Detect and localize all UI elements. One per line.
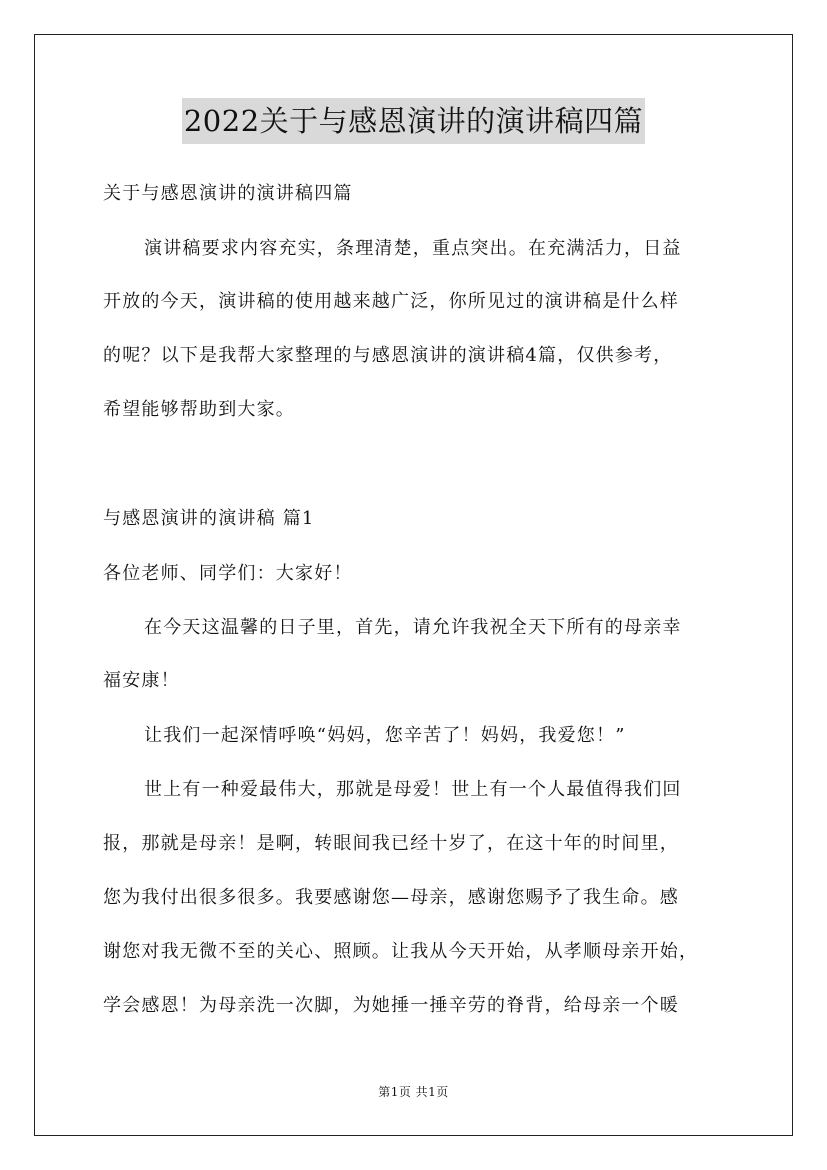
page-footer: 第1页 共1页 (378, 1085, 449, 1099)
intro-line: 演讲稿要求内容充实，条理清楚，重点突出。在充满活力，日益 (144, 238, 682, 259)
intro-line: 的呢？以下是我帮大家整理的与感恩演讲的演讲稿4篇，仅供参考， (103, 345, 673, 366)
body-line: 在今天这温馨的日子里，首先，请允许我祝全天下所有的母亲幸 (144, 617, 682, 638)
body-line: 世上有一种爱最伟大，那就是母爱！世上有一个人最值得我们回 (144, 779, 682, 800)
document-title: 2022关于与感恩演讲的演讲稿四篇 (182, 98, 645, 144)
title-wrap (0, 98, 827, 144)
body-line: 报，那就是母亲！是啊，转眼间我已经十岁了，在这十年的时间里， (103, 833, 679, 854)
intro-line: 希望能够帮助到大家。 (103, 399, 295, 420)
document-subtitle: 关于与感恩演讲的演讲稿四篇 (103, 183, 353, 204)
greeting: 各位老师、同学们：大家好！ (103, 563, 353, 584)
body-line: 让我们一起深情呼唤“妈妈，您辛苦了！妈妈，我爱您！” (144, 725, 626, 746)
section-heading: 与感恩演讲的演讲稿 篇1 (103, 508, 315, 529)
body-line: 学会感恩！为母亲洗一次脚，为她捶一捶辛劳的脊背，给母亲一个暖 (103, 995, 679, 1016)
body-line: 您为我付出很多很多。我要感谢您—母亲，感谢您赐予了我生命。感 (103, 887, 679, 908)
body-line: 福安康！ (103, 670, 180, 691)
intro-line: 开放的今天，演讲稿的使用越来越广泛，你所见过的演讲稿是什么样 (103, 291, 679, 312)
body-line: 谢您对我无微不至的关心、照顾。让我从今天开始，从孝顺母亲开始， (103, 941, 699, 962)
